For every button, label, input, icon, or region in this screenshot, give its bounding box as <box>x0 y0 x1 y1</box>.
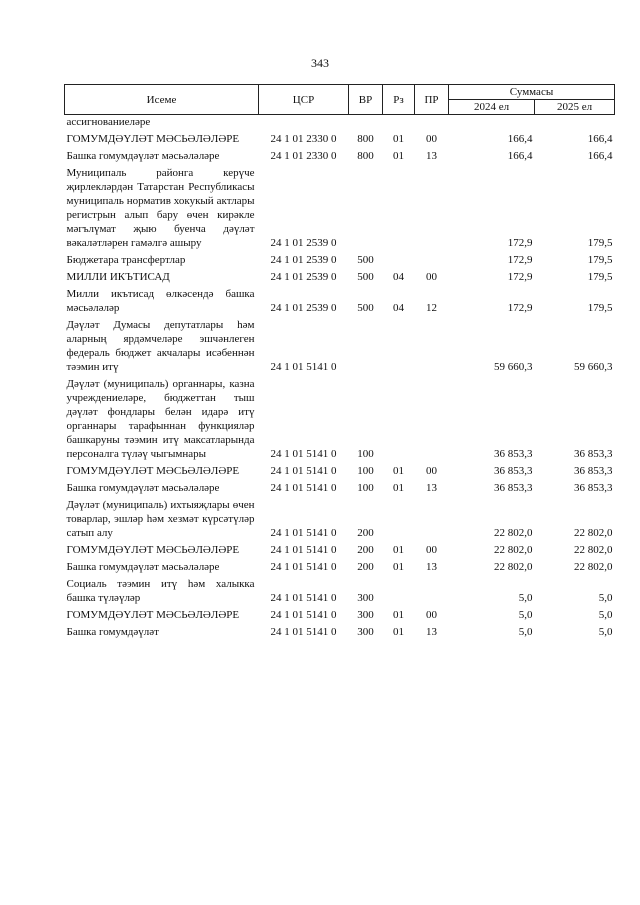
cell-rz: 01 <box>393 133 404 145</box>
cell-pr: 00 <box>426 465 437 477</box>
table-row <box>65 574 615 605</box>
cell-name: Башка гомумдәүләт мәсьәләләре <box>66 561 220 573</box>
table-row <box>65 267 615 284</box>
cell-y2: 22 802,0 <box>574 561 613 573</box>
cell-pr: 00 <box>426 271 437 283</box>
cell-name: Башка гомумдәүләт мәсьәләләре <box>66 482 220 494</box>
cell-y2: 5,0 <box>598 592 613 604</box>
table-row <box>65 374 615 461</box>
cell-y2: 36 853,3 <box>574 465 613 477</box>
cell-csr: 24 1 01 5141 0 <box>270 544 337 556</box>
cell-pr <box>415 315 449 374</box>
cell-y2: 179,5 <box>587 237 613 249</box>
cell-y1: 172,9 <box>507 254 533 266</box>
cell-name: Дәүләт Думасы депутатлары һәм аларның ярдәмчеләре эшчәнлеген федераль бюджет акчалары исәбеннән тәэмин итү <box>66 319 255 373</box>
cell-y1: 166,4 <box>507 133 533 145</box>
table-row <box>65 495 615 540</box>
cell-y1: 36 853,3 <box>494 482 533 494</box>
table-row <box>65 622 615 639</box>
cell-pr: 13 <box>426 626 437 638</box>
cell-pr: 13 <box>426 561 437 573</box>
budget-table <box>64 84 615 639</box>
cell-vr <box>349 315 383 374</box>
cell-vr <box>349 115 383 130</box>
header-year-2025: 2025 ел <box>535 100 615 115</box>
cell-y2: 22 802,0 <box>574 527 613 539</box>
cell-y2: 36 853,3 <box>574 448 613 460</box>
cell-pr: 00 <box>426 609 437 621</box>
cell-y1: 59 660,3 <box>494 361 533 373</box>
cell-y1: 36 853,3 <box>494 448 533 460</box>
cell-y1: 22 802,0 <box>494 544 533 556</box>
cell-name: ГОМУМДӘҮЛӘТ МӘСЬӘЛӘЛӘРЕ <box>66 465 240 477</box>
table-row <box>65 163 615 250</box>
cell-name: МИЛЛИ ИКЪТИСАД <box>66 271 170 283</box>
cell-vr: 300 <box>357 609 374 621</box>
cell-rz <box>383 374 415 461</box>
cell-name: ассигнованиеләре <box>66 116 151 128</box>
cell-csr: 24 1 01 2539 0 <box>270 237 337 249</box>
header-rz: Рз <box>383 85 415 115</box>
cell-csr: 24 1 01 2539 0 <box>270 254 337 266</box>
cell-rz <box>383 250 415 267</box>
cell-y2 <box>535 115 615 130</box>
table-row <box>65 129 615 146</box>
table-row <box>65 461 615 478</box>
cell-csr: 24 1 01 2330 0 <box>270 133 337 145</box>
table-row <box>65 478 615 495</box>
cell-pr <box>415 163 449 250</box>
cell-rz <box>383 495 415 540</box>
cell-vr: 800 <box>357 133 374 145</box>
cell-vr: 200 <box>357 527 374 539</box>
cell-csr: 24 1 01 2330 0 <box>270 150 337 162</box>
table-body <box>65 115 615 640</box>
cell-y1: 22 802,0 <box>494 527 533 539</box>
cell-csr: 24 1 01 5141 0 <box>270 561 337 573</box>
table-row <box>65 315 615 374</box>
header-year-2024: 2024 ел <box>449 100 535 115</box>
cell-pr: 13 <box>426 150 437 162</box>
cell-rz: 04 <box>393 302 404 314</box>
table-row <box>65 284 615 315</box>
header-vr: ВР <box>349 85 383 115</box>
cell-vr: 300 <box>357 626 374 638</box>
cell-name: Дәүләт (муниципаль) органнары, казна учреждениеләре, бюджеттан тыш дәүләт фондлары белән идарә итү органнары тарафыннан функцияләр башкаруны тәэмин итү максатларында персоналга түләү чыгымнары <box>66 378 255 460</box>
cell-y1: 172,9 <box>507 237 533 249</box>
cell-y2: 5,0 <box>598 626 613 638</box>
cell-csr: 24 1 01 5141 0 <box>270 609 337 621</box>
cell-csr: 24 1 01 5141 0 <box>270 527 337 539</box>
header-csr: ЦСР <box>259 85 349 115</box>
cell-y2: 22 802,0 <box>574 544 613 556</box>
cell-vr: 100 <box>357 465 374 477</box>
cell-y2: 179,5 <box>587 302 613 314</box>
cell-csr: 24 1 01 2539 0 <box>270 271 337 283</box>
table-row <box>65 250 615 267</box>
cell-y1: 22 802,0 <box>494 561 533 573</box>
cell-y2: 179,5 <box>587 271 613 283</box>
cell-rz: 01 <box>393 544 404 556</box>
cell-name: Муниципаль районга керүче җирлекләрдән Татарстан Республикасы муниципаль норматив хокукый актлары регистрын алып бару өчен кирәкле мәгълүмат җыю буенча дәүләт вәкаләтләрен гамәлгә ашыру <box>66 167 255 249</box>
cell-vr: 200 <box>357 544 374 556</box>
cell-y1: 166,4 <box>507 150 533 162</box>
cell-pr: 00 <box>426 133 437 145</box>
table-row <box>65 540 615 557</box>
cell-csr: 24 1 01 5141 0 <box>270 361 337 373</box>
table-row <box>65 146 615 163</box>
cell-pr: 13 <box>426 482 437 494</box>
cell-name: ГОМУМДӘҮЛӘТ МӘСЬӘЛӘЛӘРЕ <box>66 133 240 145</box>
cell-rz: 01 <box>393 482 404 494</box>
table-row <box>65 605 615 622</box>
cell-name: Бюджетара трансфертлар <box>66 254 186 266</box>
cell-pr <box>415 374 449 461</box>
cell-vr: 100 <box>357 448 374 460</box>
cell-vr: 500 <box>357 302 374 314</box>
cell-y1 <box>449 115 535 130</box>
cell-rz <box>383 115 415 130</box>
table-row <box>65 557 615 574</box>
cell-rz: 01 <box>393 150 404 162</box>
cell-csr: 24 1 01 5141 0 <box>270 465 337 477</box>
cell-name: Социаль тәэмин итү һәм халыкка башка түләүләр <box>66 578 255 604</box>
cell-vr: 500 <box>357 271 374 283</box>
cell-vr: 800 <box>357 150 374 162</box>
cell-name: Дәүләт (муниципаль) ихтыяҗлары өчен товарлар, эшләр һәм хезмәт күрсәтүләр сатып алу <box>66 499 255 539</box>
cell-pr <box>415 574 449 605</box>
cell-rz: 01 <box>393 609 404 621</box>
cell-pr <box>415 495 449 540</box>
cell-pr <box>415 250 449 267</box>
header-name: Исеме <box>65 85 259 115</box>
cell-pr: 00 <box>426 544 437 556</box>
cell-name: ГОМУМДӘҮЛӘТ МӘСЬӘЛӘЛӘРЕ <box>66 609 240 621</box>
cell-y2: 179,5 <box>587 254 613 266</box>
cell-y2: 59 660,3 <box>574 361 613 373</box>
cell-csr: 24 1 01 5141 0 <box>270 482 337 494</box>
cell-pr: 12 <box>426 302 437 314</box>
table-header <box>65 85 615 115</box>
cell-rz: 01 <box>393 465 404 477</box>
cell-y2: 166,4 <box>587 150 613 162</box>
cell-name: Башка гомумдәүләт мәсьәләләре <box>66 150 220 162</box>
cell-csr: 24 1 01 5141 0 <box>270 592 337 604</box>
cell-y2: 5,0 <box>598 609 613 621</box>
header-sums: Суммасы <box>449 85 615 100</box>
header-pr: ПР <box>415 85 449 115</box>
cell-csr: 24 1 01 2539 0 <box>270 302 337 314</box>
cell-vr: 300 <box>357 592 374 604</box>
cell-vr <box>349 163 383 250</box>
cell-rz: 01 <box>393 626 404 638</box>
cell-rz: 01 <box>393 561 404 573</box>
cell-pr <box>415 115 449 130</box>
cell-vr: 100 <box>357 482 374 494</box>
cell-name: Башка гомумдәүләт <box>66 626 159 638</box>
cell-rz <box>383 163 415 250</box>
cell-vr: 200 <box>357 561 374 573</box>
cell-rz: 04 <box>393 271 404 283</box>
cell-vr: 500 <box>357 254 374 266</box>
cell-rz <box>383 574 415 605</box>
page-number: 343 <box>311 56 329 70</box>
cell-y1: 5,0 <box>518 592 533 604</box>
cell-y1: 36 853,3 <box>494 465 533 477</box>
cell-rz <box>383 315 415 374</box>
table-row <box>65 115 615 130</box>
cell-y1: 5,0 <box>518 626 533 638</box>
cell-y2: 36 853,3 <box>574 482 613 494</box>
cell-name: ГОМУМДӘҮЛӘТ МӘСЬӘЛӘЛӘРЕ <box>66 544 240 556</box>
cell-csr: 24 1 01 5141 0 <box>270 626 337 638</box>
cell-name: Милли икътисад өлкәсендә башка мәсьәләләр <box>66 288 255 314</box>
cell-y1: 5,0 <box>518 609 533 621</box>
cell-csr <box>259 115 349 130</box>
cell-y2: 166,4 <box>587 133 613 145</box>
cell-y1: 172,9 <box>507 302 533 314</box>
cell-csr: 24 1 01 5141 0 <box>270 448 337 460</box>
cell-y1: 172,9 <box>507 271 533 283</box>
